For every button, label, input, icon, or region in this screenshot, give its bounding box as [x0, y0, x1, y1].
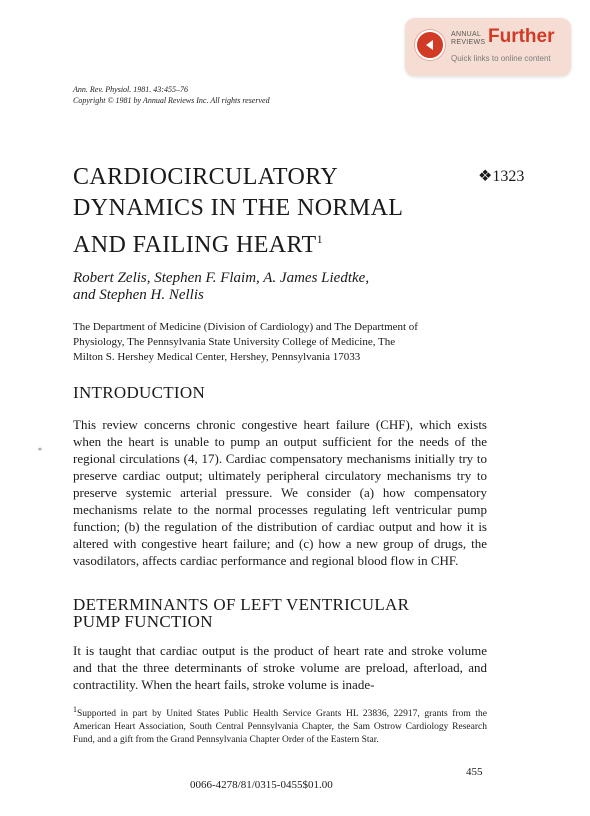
further-label[interactable]: Further — [488, 26, 555, 47]
article-code: ❖1323 — [478, 168, 525, 185]
title-footnote-mark: 1 — [316, 232, 323, 246]
introduction-paragraph: This review concerns chronic congestive heart failure (CHF), which exists when the heart is unable to pump an output sufficient for the needs of the regional circulations (4, 17). Cardiac compensatory mechanisms initially try to preserve cardiac output; ultimately peripheral circulatory mechanisms try to preserve systemic arterial pressure. We consider (a) how compensatory mechanisms relate to the normal processes regulating left ventricular pump function; (b) the regulation of the distribution of cardiac output and how it is altered with congestive heart failure; and (c) how a new group of drugs, the vasodilators, affects cardiac performance and regional blood flow in CHF. — [73, 417, 487, 568]
footnote — [73, 703, 487, 747]
authors: Robert Zelis, Stephen F. Flaim, A. James Liedtke, and Stephen H. Nellis — [73, 270, 370, 303]
section-heading-determinants: DETERMINANTS OF LEFT VENTRICULAR PUMP FUNCTION — [73, 595, 410, 631]
annual-reviews-logo-text: ANNUAL REVIEWS — [451, 31, 486, 46]
journal-citation — [73, 84, 270, 106]
determinants-paragraph: It is taught that cardiac output is the product of heart rate and stroke volume and that the three determinants of stroke volume are preload, afterload, and contractility. When the heart fails, stroke volume is inade- — [73, 643, 487, 692]
margin-mark: * — [38, 446, 42, 455]
further-links-badge[interactable] — [405, 18, 571, 76]
affiliation: The Department of Medicine (Division of Cardiology) and The Department of Physiology, The Pennsylvania State University College of Medicine, The Milton S. Hershey Medical Center, Hershey, Pennsylvania 17033 — [73, 321, 418, 363]
page-number: 455 — [466, 766, 483, 778]
article-title: CARDIOCIRCULATORY DYNAMICS IN THE NORMAL AND FAILING HEART$^1$ — [73, 164, 404, 258]
copyright-line: Copyright © 1981 by Annual Reviews Inc. All rights reserved — [73, 96, 270, 105]
citation-line: Ann. Rev. Physiol. 1981. 43:455–76 — [73, 85, 188, 94]
section-heading-introduction: INTRODUCTION — [73, 383, 206, 402]
footnote-text: Supported in part by United States Public Health Service Grants HL 23836, 22917, grants from the American Heart Association, South Central Pennsylvania Chapter, the Sam Ostrow Cardiology Research Fund, and a gift from the Grand Pennsylvania Chapter Order of the Eastern Star. — [73, 709, 487, 746]
badge-subtitle[interactable]: Quick links to online content — [451, 54, 551, 63]
footnote-mark: 1 — [73, 705, 77, 714]
issn-code: 0066-4278/81/0315-0455$01.00 — [190, 779, 333, 791]
play-back-icon[interactable] — [415, 30, 445, 60]
